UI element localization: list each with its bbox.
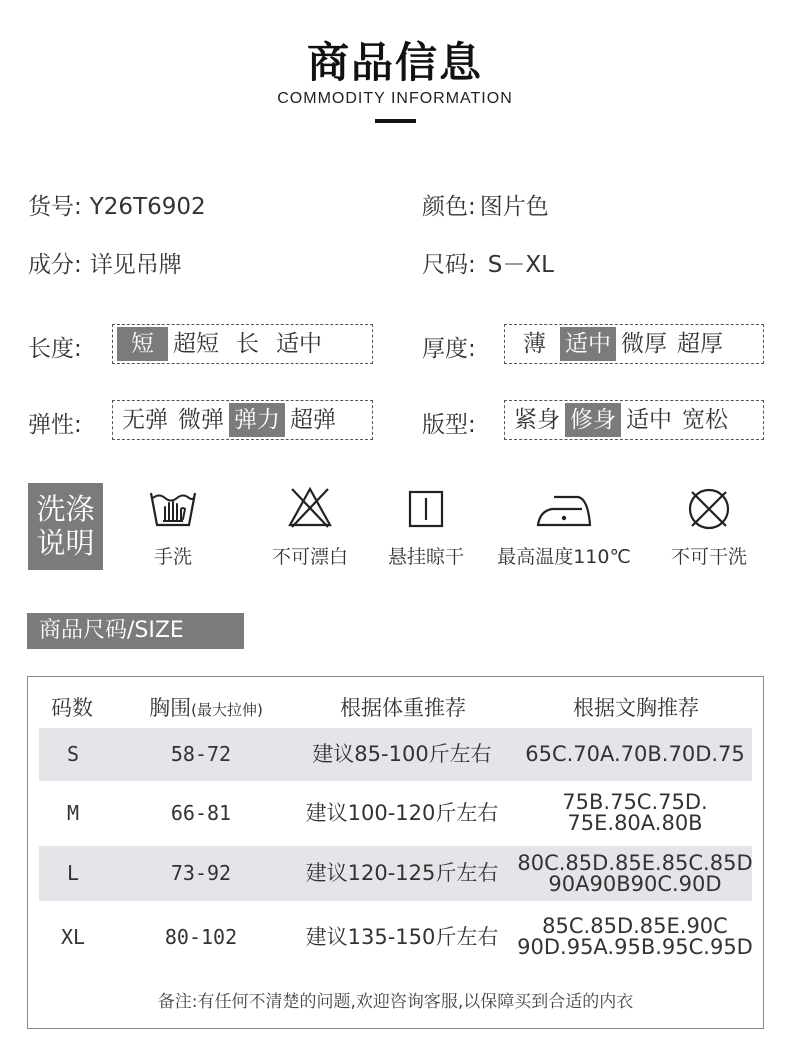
fit-option-slim: 修身 xyxy=(565,403,621,437)
row-bra-line1: 85C.85D.85E.90C xyxy=(542,914,728,938)
table-row xyxy=(39,846,752,901)
size-range-label: 尺码: xyxy=(422,252,476,278)
care-item-hand-wash xyxy=(133,485,213,569)
color-label: 颜色: xyxy=(422,194,476,220)
item-number-value: Y26T6902 xyxy=(89,194,206,220)
table-row xyxy=(39,909,752,965)
elasticity-option-stretch: 弹力 xyxy=(229,403,285,437)
color-row xyxy=(422,188,549,221)
row-size: S xyxy=(66,742,80,766)
length-options xyxy=(112,324,373,364)
care-item-hang-dry xyxy=(378,485,474,569)
material-value: 详见吊牌 xyxy=(89,252,182,278)
row-bra-line2: 90D.95A.95B.95C.95D xyxy=(517,935,753,959)
fit-option-tight: 紧身 xyxy=(514,407,560,433)
thickness-options xyxy=(504,324,764,364)
material-label: 成分: xyxy=(28,252,82,278)
elasticity-option-slight: 微弹 xyxy=(178,407,224,433)
care-label-no-dry-clean: 不可干洗 xyxy=(670,546,747,568)
elasticity-option-none: 无弹 xyxy=(122,407,168,433)
row-weight: 建议135-150斤左右 xyxy=(305,924,499,949)
care-item-iron xyxy=(489,485,639,569)
care-label-no-bleach: 不可漂白 xyxy=(271,546,348,568)
length-option-ultra-short: 超短 xyxy=(173,331,219,357)
row-bra-line1: 65C.70A.70B.70D.75 xyxy=(525,742,745,766)
fit-label: 版型: xyxy=(422,412,476,438)
fit-option-loose: 宽松 xyxy=(682,407,728,433)
row-weight: 建议120-125斤左右 xyxy=(305,861,499,885)
care-tag-line2: 说明 xyxy=(36,526,95,560)
fit-option-regular: 适中 xyxy=(626,407,672,433)
row-bra xyxy=(517,785,753,841)
hand-wash-icon xyxy=(145,485,201,529)
page-subtitle: COMMODITY INFORMATION xyxy=(277,90,513,107)
no-bleach-icon xyxy=(286,485,334,529)
table-row xyxy=(39,785,752,841)
care-label-iron: 最高温度110℃ xyxy=(497,546,631,568)
care-instructions-tag xyxy=(28,483,103,570)
header-chest-label: 胸围 xyxy=(149,696,192,720)
page-title: 商品信息 xyxy=(306,38,483,87)
row-bra-line1: 80C.85D.85E.85C.85D xyxy=(517,850,753,875)
item-number-row xyxy=(28,188,206,221)
hang-dry-icon xyxy=(406,485,446,529)
row-chest: 66-81 xyxy=(170,800,232,825)
thickness-option-extra-thick: 超厚 xyxy=(677,331,723,357)
size-range-value: S－XL xyxy=(487,252,554,278)
row-bra-line2: 75E.80A.80B xyxy=(567,811,703,835)
length-option-medium: 适中 xyxy=(276,331,322,357)
care-item-no-dry-clean xyxy=(660,485,758,569)
size-section-title: 商品尺码/SIZE xyxy=(27,613,244,649)
size-range-row xyxy=(422,246,554,279)
material-row xyxy=(28,246,182,279)
header-chest xyxy=(126,692,286,722)
no-dry-clean-icon xyxy=(685,485,733,533)
row-size: XL xyxy=(60,924,86,949)
item-number-label: 货号: xyxy=(28,194,82,220)
header-bra: 根据文胸推荐 xyxy=(573,696,699,720)
care-label-hang-dry: 悬挂晾干 xyxy=(387,546,464,568)
length-option-short: 短 xyxy=(117,327,168,361)
care-tag-line1: 洗涤 xyxy=(36,492,95,526)
thickness-option-thin: 薄 xyxy=(523,331,546,357)
row-bra xyxy=(517,846,753,901)
size-table-note: 备注:有任何不清楚的问题,欢迎咨询客服,以保障买到合适的内衣 xyxy=(157,992,634,1012)
thickness-label: 厚度: xyxy=(422,336,476,362)
elasticity-options xyxy=(112,400,373,440)
row-weight: 建议100-120斤左右 xyxy=(305,800,499,825)
iron-icon xyxy=(532,485,596,529)
length-label: 长度: xyxy=(28,336,82,362)
care-item-no-bleach xyxy=(258,485,362,569)
row-size: M xyxy=(66,800,80,825)
row-bra-line1: 75B.75C.75D. xyxy=(562,790,708,814)
row-chest: 73-92 xyxy=(170,861,232,885)
row-chest: 80-102 xyxy=(164,924,238,949)
row-chest: 58-72 xyxy=(170,742,232,766)
row-bra-line2: 90A90B90C.90D xyxy=(548,871,722,896)
table-row xyxy=(39,728,752,781)
elasticity-label: 弹性: xyxy=(28,412,82,438)
thickness-option-medium: 适中 xyxy=(560,327,616,361)
color-value: 图片色 xyxy=(479,194,549,220)
length-option-long: 长 xyxy=(236,331,259,357)
row-bra xyxy=(517,909,753,965)
header-chest-note: (最大拉伸) xyxy=(191,701,263,719)
thickness-option-slightly-thick: 微厚 xyxy=(621,331,667,357)
row-weight: 建议85-100斤左右 xyxy=(312,742,492,766)
row-size: L xyxy=(66,861,80,885)
care-label-hand-wash: 手洗 xyxy=(153,546,192,568)
title-divider xyxy=(375,119,416,123)
header-size: 码数 xyxy=(51,696,93,720)
header-weight: 根据体重推荐 xyxy=(340,696,466,720)
fit-options xyxy=(504,400,764,440)
elasticity-option-super: 超弹 xyxy=(290,407,336,433)
row-bra xyxy=(517,728,753,781)
size-table xyxy=(27,676,764,1029)
